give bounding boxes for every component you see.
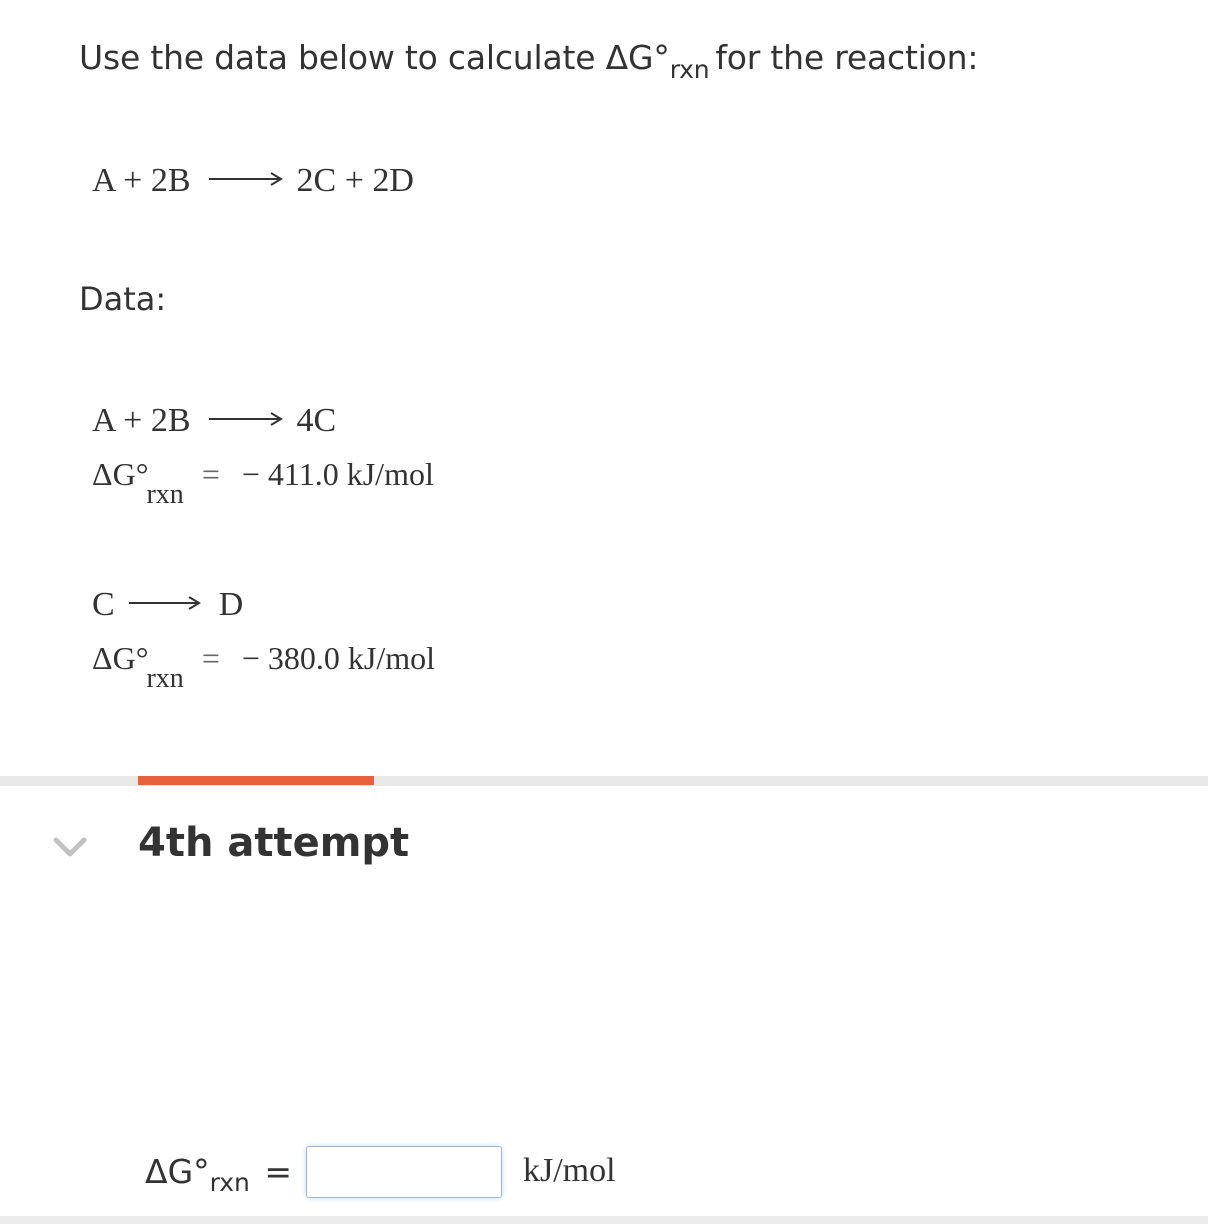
dg-subscript: rxn: [146, 479, 184, 510]
reaction-arrow-icon: [209, 167, 283, 187]
data-reaction-2-products: D: [218, 586, 244, 623]
answer-row: [145, 1146, 705, 1202]
target-reaction-equation: [92, 162, 414, 200]
reaction-arrow-icon: [129, 591, 201, 611]
data-reaction-2-dg: [92, 640, 436, 694]
answer-label: [145, 1152, 292, 1197]
target-reactants: A + 2B: [92, 162, 191, 199]
data-reaction-1-reactants: A + 2B: [92, 402, 191, 439]
data-reaction-1-products: 4C: [296, 402, 337, 439]
equals-sign: =: [201, 456, 220, 492]
clipped-previous-text: [150, 0, 570, 4]
target-products: 2C + 2D: [296, 162, 414, 199]
chevron-down-icon[interactable]: [52, 834, 88, 862]
prompt-prefix: Use the data below to calculate ΔG°: [79, 38, 670, 77]
data-reaction-1-equation: [92, 402, 336, 440]
reaction-arrow-icon: [209, 407, 283, 427]
answer-label-suffix: =: [253, 1152, 293, 1191]
answer-input[interactable]: [306, 1146, 502, 1198]
dg-subscript: rxn: [146, 663, 184, 694]
data-reaction-2-reactants: C: [92, 586, 115, 623]
data-label: Data:: [79, 280, 167, 318]
dg-value: − 380.0 kJ/mol: [241, 640, 436, 676]
attempt-title: 4th attempt: [138, 820, 410, 866]
attempt-progress-bar: [138, 776, 374, 785]
prompt-suffix: for the reaction:: [715, 38, 979, 77]
equals-sign: =: [201, 640, 220, 676]
answer-label-subscript: rxn: [209, 1168, 250, 1197]
answer-unit: kJ/mol: [523, 1152, 616, 1189]
data-reaction-1-dg: [92, 456, 434, 510]
data-reaction-2-equation: [92, 586, 243, 624]
question-prompt: [79, 38, 978, 84]
dg-symbol: ΔG°: [92, 640, 149, 676]
prompt-subscript: rxn: [669, 55, 710, 84]
dg-symbol: ΔG°: [92, 456, 149, 492]
answer-label-prefix: ΔG°: [145, 1152, 210, 1191]
bottom-rule: [0, 1216, 1208, 1224]
dg-value: − 411.0 kJ/mol: [241, 456, 434, 492]
